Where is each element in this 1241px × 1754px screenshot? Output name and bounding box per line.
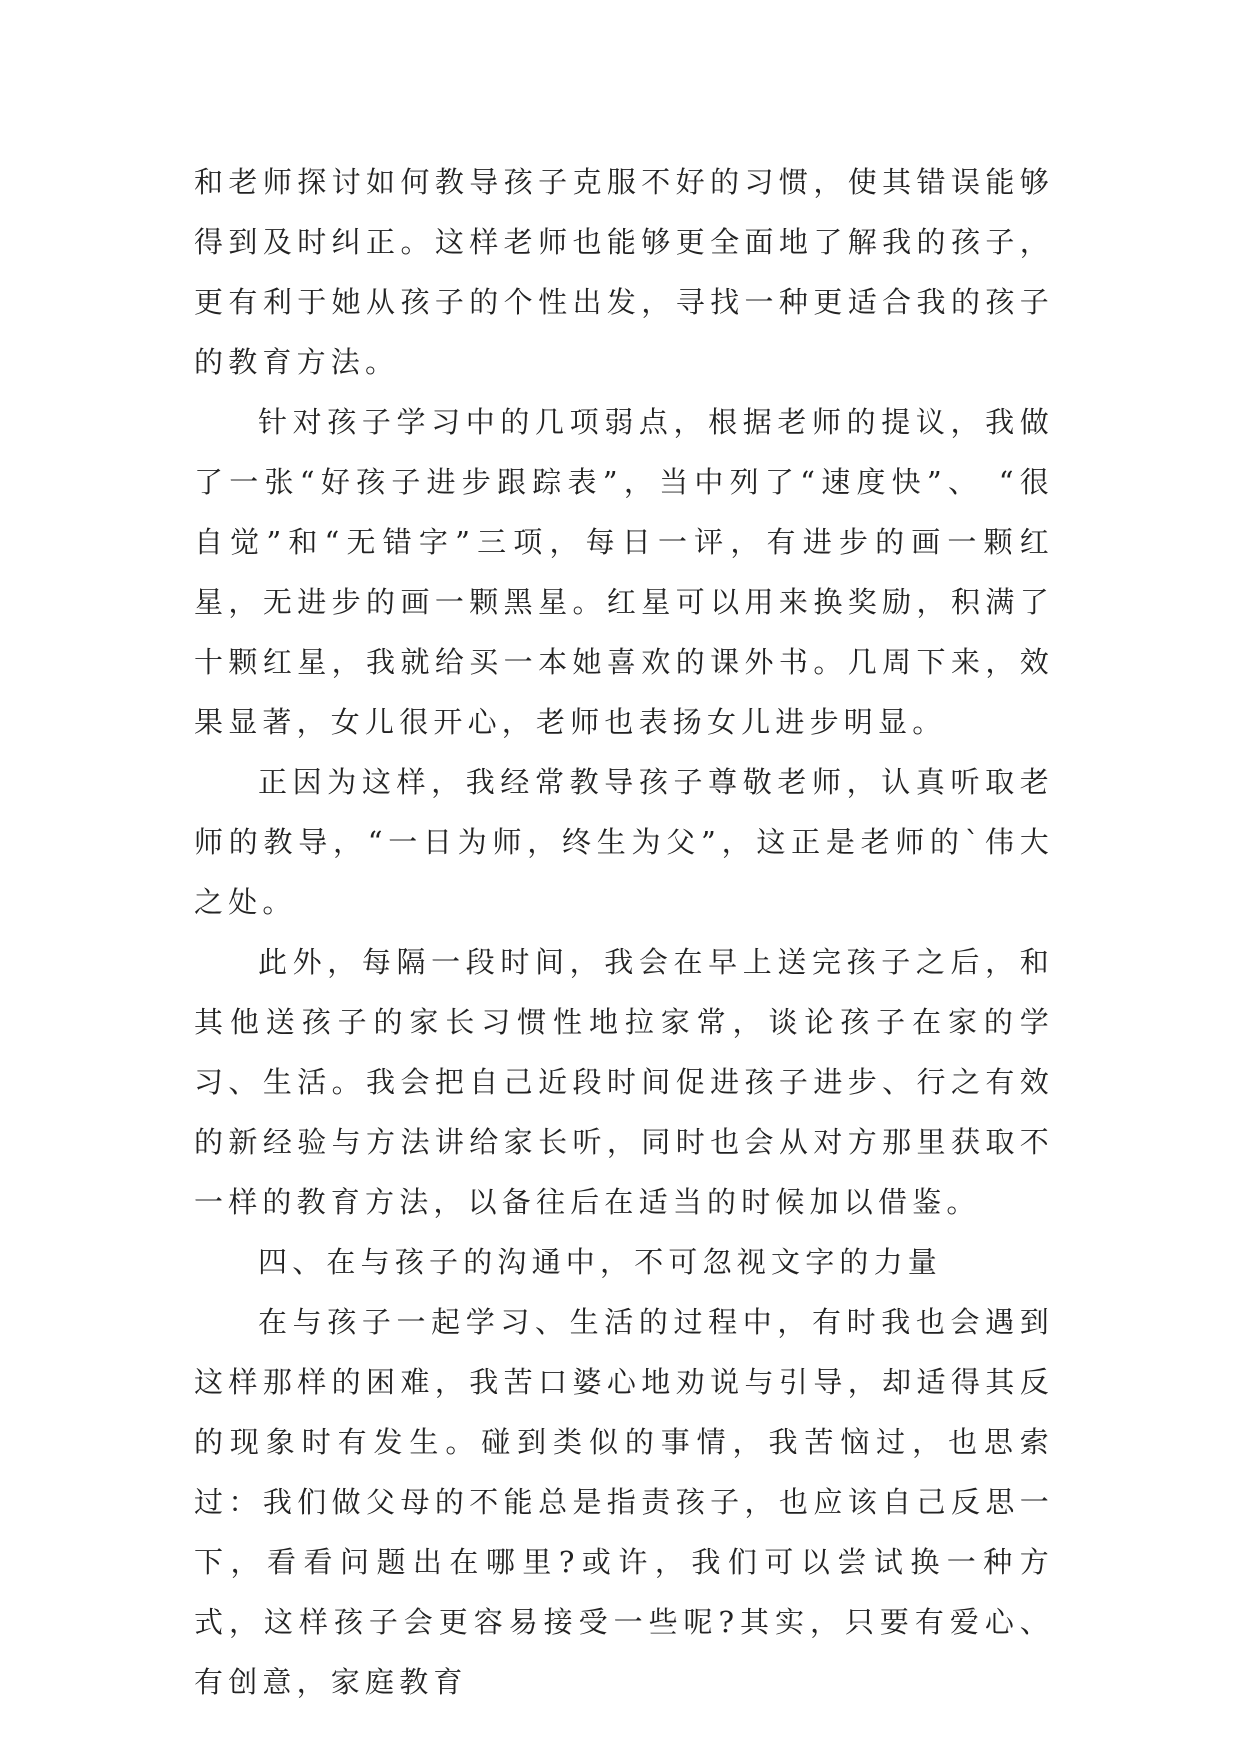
document-body [194,152,1054,1712]
paragraph-communication: 在与孩子一起学习、生活的过程中，有时我也会遇到这样那样的困难，我苦口婆心地劝说与引导，却适得其反的现象时有发生。碰到类似的事情，我苦恼过，也思索过：我们做父母的不能总是指责孩子，也应该自己反思一下，看看问题出在哪里?或许，我们可以尝试换一种方式，这样孩子会更容易接受一些呢?其实，只要有爱心、有创意，家庭教育 [194,1305,1054,1699]
paragraph-parent-exchange: 此外，每隔一段时间，我会在早上送完孩子之后，和其他送孩子的家长习惯性地拉家常，谈论孩子在家的学习、生活。我会把自己近段时间促进孩子进步、行之有效的新经验与方法讲给家长听，同时也会从对方那里获取不一样的教育方法，以备往后在适当的时候加以借鉴。 [194,945,1054,1219]
section-heading: 四、在与孩子的沟通中，不可忽视文字的力量 [258,1245,943,1279]
paragraph-continuation: 和老师探讨如何教导孩子克服不好的习惯，使其错误能够得到及时纠正。这样老师也能够更全面地了解我的孩子，更有利于她从孩子的个性出发，寻找一种更适合我的孩子的教育方法。 [194,165,1054,379]
paragraph-respect-teacher: 正因为这样，我经常教导孩子尊敬老师，认真听取老师的教导，“一日为师，终生为父”，这正是老师的`伟大之处。 [194,765,1054,919]
paragraph-progress-tracker: 针对孩子学习中的几项弱点，根据老师的提议，我做了一张“好孩子进步跟踪表”，当中列了“速度快”、 “很自觉”和“无错字”三项，每日一评，有进步的画一颗红星，无进步的画一颗黑星。红星可以用来换奖励，积满了十颗红星，我就给买一本她喜欢的课外书。几周下来，效果显著，女儿很开心，老师也表扬女儿进步明显。 [194,405,1054,739]
